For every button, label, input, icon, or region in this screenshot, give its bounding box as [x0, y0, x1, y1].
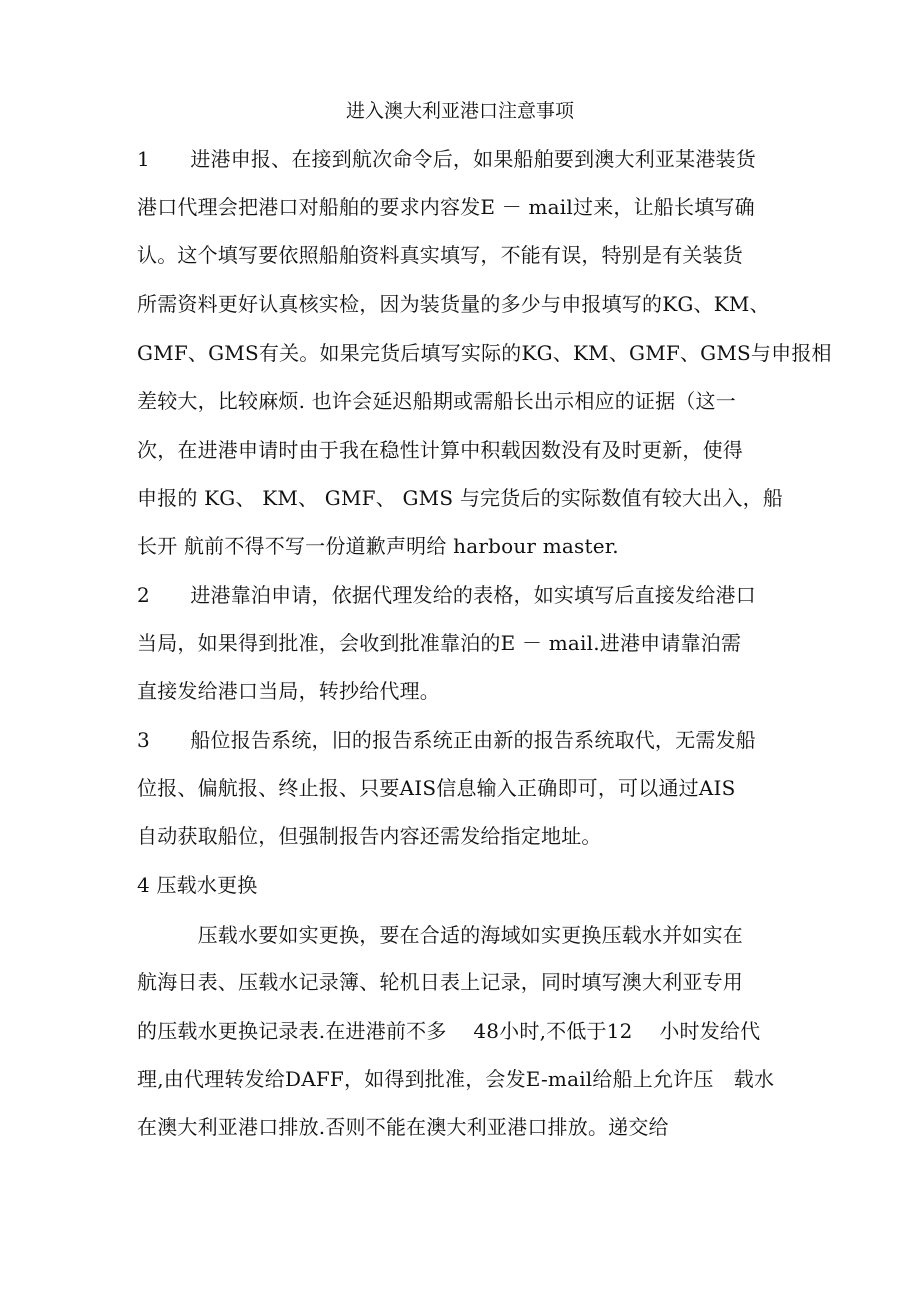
- text-line: 认。这个填写要依照船舶资料真实填写，不能有误，特别是有关装货: [137, 243, 743, 267]
- text-line: 差较大，比较麻烦. 也许会延迟船期或需船长出示相应的证据（这一: [137, 389, 736, 413]
- text-line: 位报、偏航报、终止报、只要AIS信息输入正确即可，可以通过AIS: [137, 776, 736, 800]
- text-line: 直接发给港口当局，转抄给代理。: [137, 679, 440, 703]
- text-line: 4 压载水更换: [137, 873, 258, 897]
- text-line: 次，在进港申请时由于我在稳性计算中积载因数没有及时更新，使得: [137, 438, 743, 462]
- text-line: 压载水要如实更换，要在合适的海域如实更换压载水并如实在: [137, 923, 743, 947]
- text-line: 申报的 KG、 KM、 GMF、 GMS 与完货后的实际数值有较大出入，船: [137, 486, 784, 510]
- text-line: 理,由代理转发给DAFF，如得到批准，会发E-mail给船上允许压 载水: [137, 1067, 775, 1091]
- text-line: 3 船位报告系统，旧的报告系统正由新的报告系统取代，无需发船: [137, 728, 756, 752]
- text-line: GMF、GMS有关。如果完货后填写实际的KG、KM、GMF、GMS与申报相: [137, 341, 832, 365]
- text-line: 在澳大利亚港口排放.否则不能在澳大利亚港口排放。递交给: [137, 1115, 669, 1139]
- text-line: 港口代理会把港口对船舶的要求内容发E － mail过来，让船长填写确: [137, 195, 755, 219]
- text-line: 航海日表、压载水记录簿、轮机日表上记录，同时填写澳大利亚专用: [137, 970, 743, 994]
- text-line: 所需资料更好认真核实检，因为装货量的多少与申报填写的KG、KM、: [137, 292, 770, 316]
- text-line: 2 进港靠泊申请，依据代理发给的表格，如实填写后直接发给港口: [137, 583, 756, 607]
- text-line: 1 进港申报、在接到航次命令后，如果船舶要到澳大利亚某港装货: [137, 147, 756, 171]
- text-line: 当局，如果得到批准，会收到批准靠泊的E － mail.进港申请靠泊需: [137, 631, 742, 655]
- text-line: 长开 航前不得不写一份道歉声明给 harbour master.: [137, 534, 619, 558]
- text-line: 的压载水更换记录表.在进港前不多 48小时,不低于12 小时发给代: [137, 1019, 761, 1043]
- document-title: 进入澳大利亚港口注意事项: [345, 100, 574, 122]
- text-line: 自动获取船位，但强制报告内容还需发给指定地址。: [137, 824, 602, 848]
